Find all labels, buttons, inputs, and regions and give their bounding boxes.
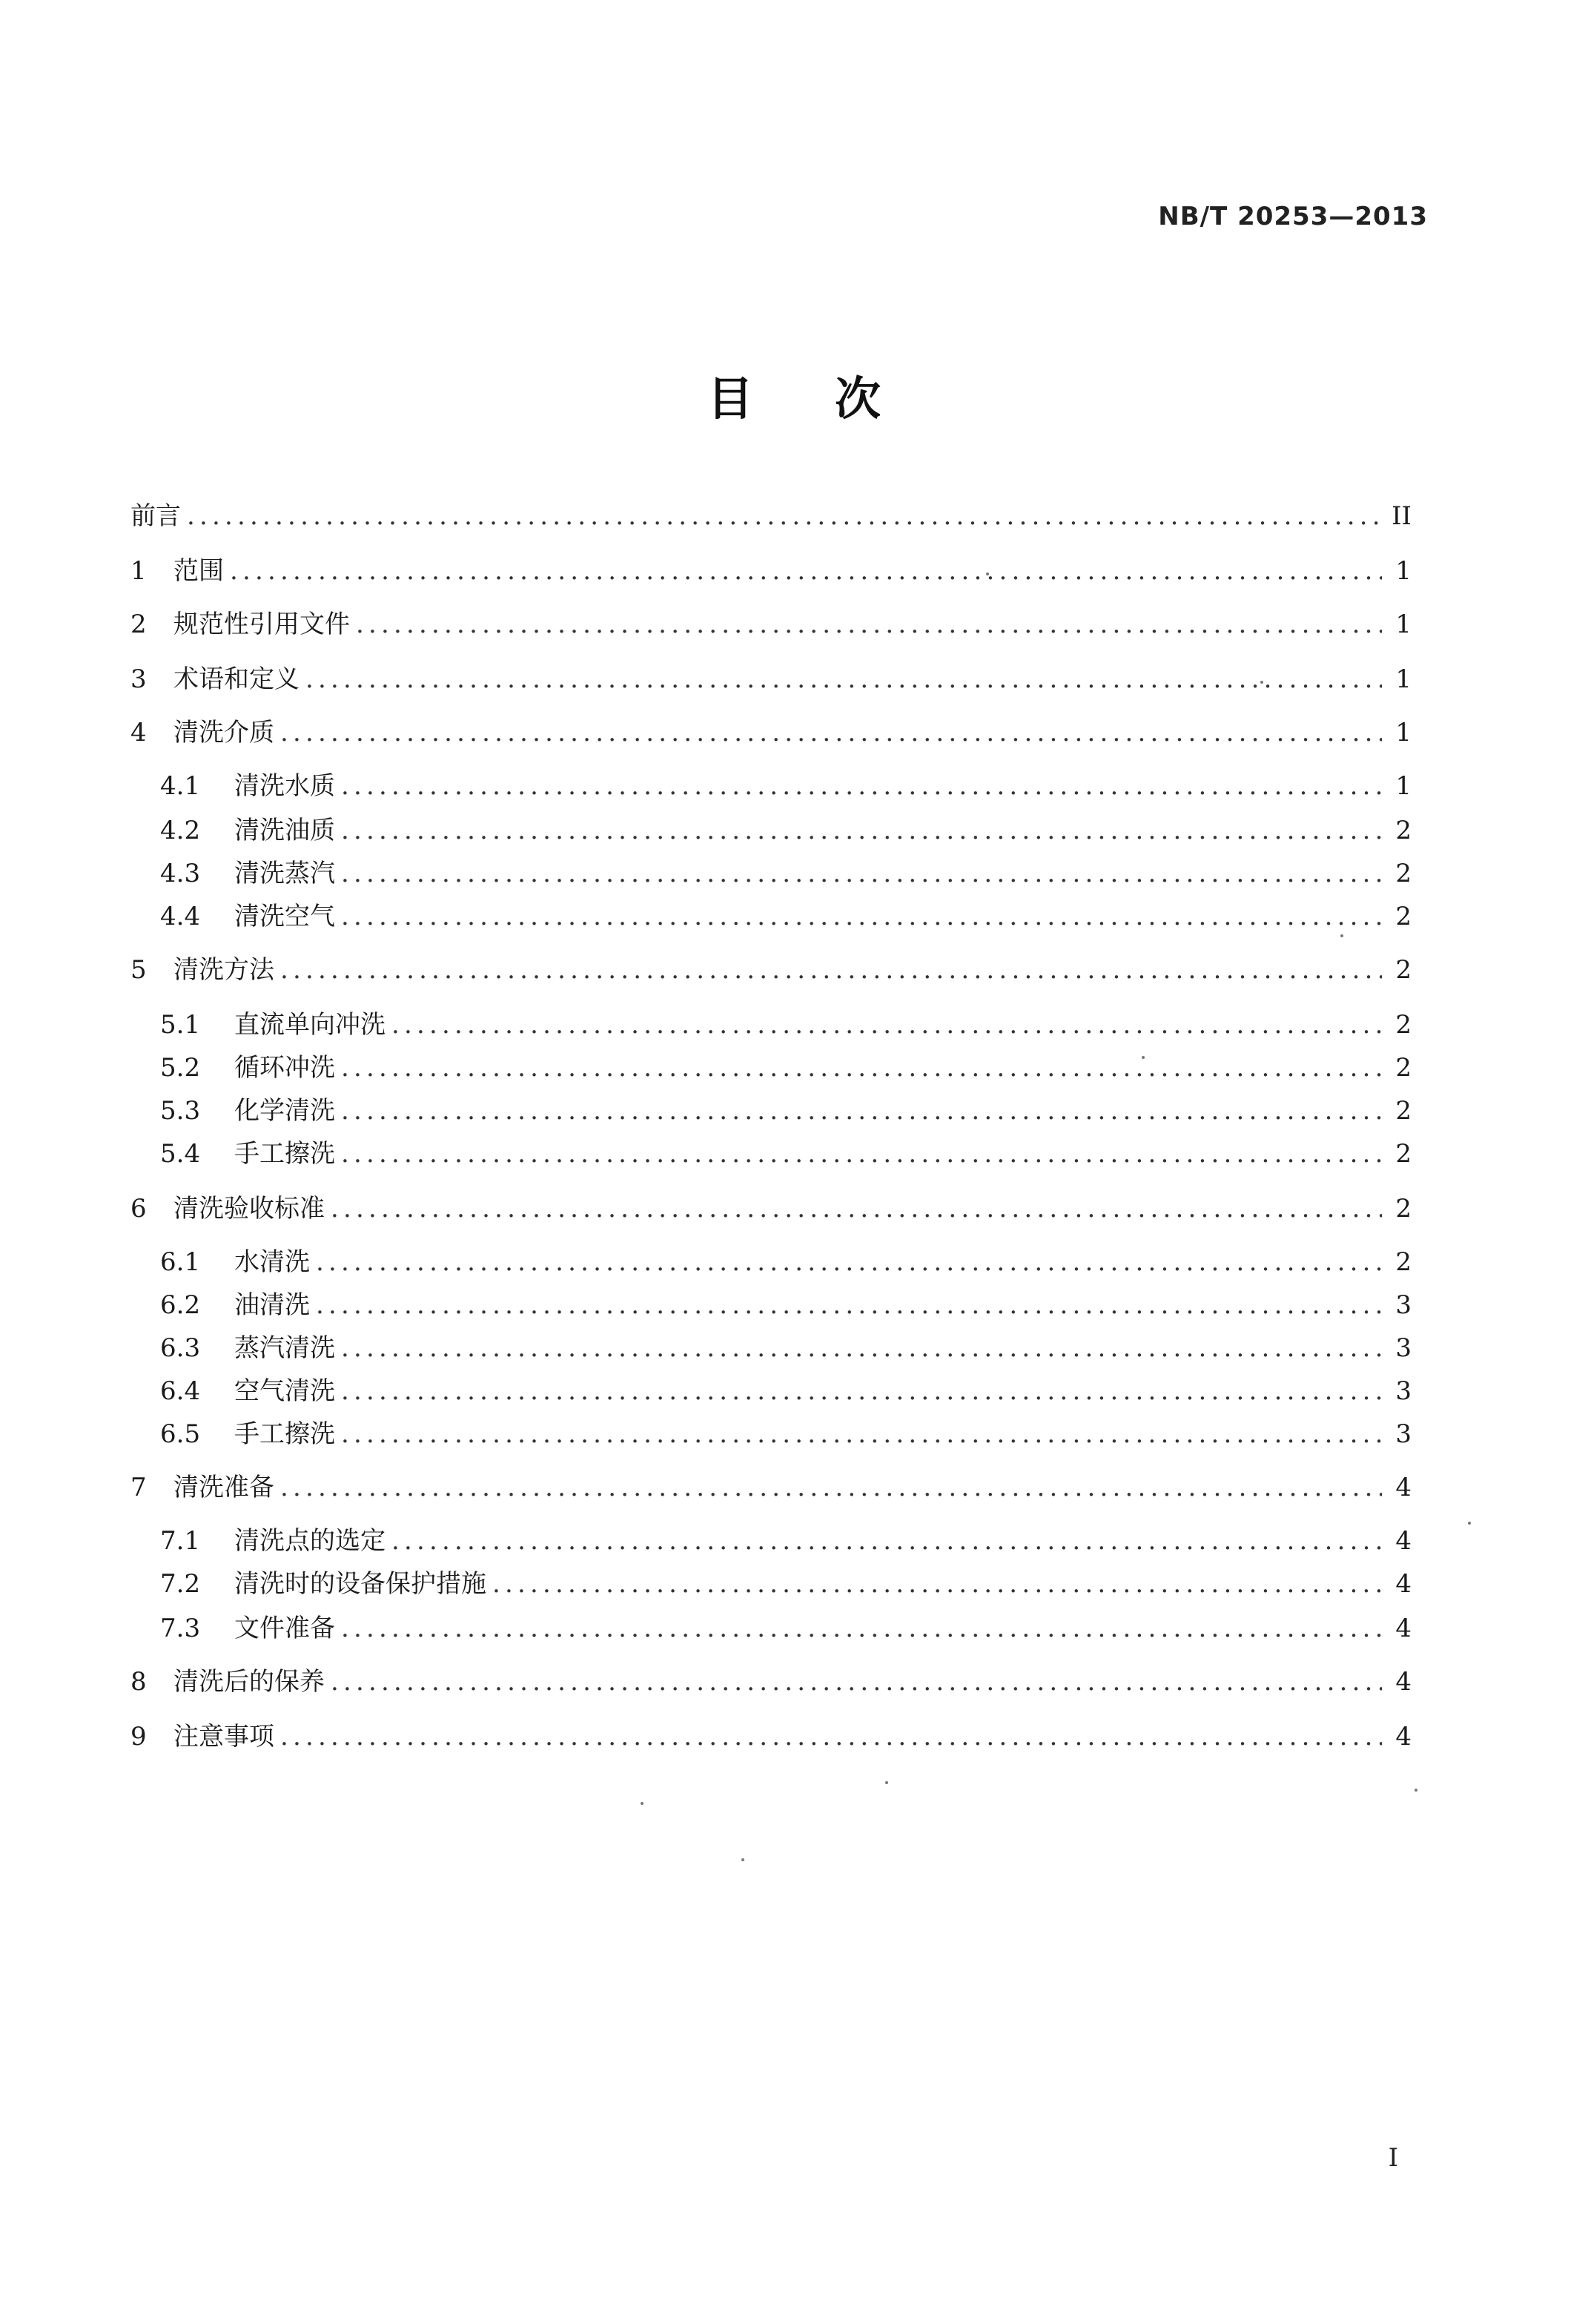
dot-leader (280, 715, 1382, 750)
toc-entry-page: 2 (1395, 902, 1412, 931)
toc-entry-page: 1 (1395, 664, 1412, 694)
scan-speck (641, 1802, 644, 1805)
dot-leader (341, 1373, 1382, 1409)
dot-leader (280, 1719, 1382, 1754)
page-title: 目次 (707, 372, 962, 426)
toc-entry-label: 清洗方法 (173, 955, 274, 985)
toc-entry-label: 注意事项 (173, 1722, 274, 1752)
toc-entry-label: 空气清洗 (234, 1376, 335, 1406)
toc-entry-number: 7.2 (160, 1569, 201, 1599)
toc-entry[interactable] (130, 661, 1412, 697)
dot-leader (341, 1136, 1382, 1172)
toc-entry-label: 清洗后的保养 (173, 1667, 325, 1697)
toc-entry[interactable] (160, 1287, 1412, 1323)
toc-entry-page: II (1392, 501, 1412, 531)
toc-entry-label: 清洗点的选定 (234, 1526, 386, 1556)
toc-entry-number: 4.2 (160, 816, 201, 845)
toc-entry[interactable] (130, 1191, 1412, 1227)
scan-speck (986, 572, 989, 575)
toc-entry[interactable] (130, 952, 1412, 988)
toc-entry-page: 1 (1395, 610, 1412, 639)
dot-leader (341, 813, 1382, 848)
toc-entry-page: 2 (1395, 859, 1412, 888)
dot-leader (341, 1611, 1382, 1646)
toc-entry-page: 1 (1395, 771, 1412, 801)
toc-entry-page: 4 (1395, 1526, 1412, 1556)
toc-entry-number: 9 (130, 1722, 147, 1752)
toc-entry-label: 清洗空气 (234, 902, 335, 931)
scan-speck (1260, 681, 1263, 684)
toc-entry-label: 水清洗 (234, 1247, 310, 1277)
toc-entry[interactable] (160, 1416, 1412, 1452)
dot-leader (391, 1523, 1382, 1559)
toc-entry-label: 油清洗 (234, 1290, 310, 1320)
toc-entry-page: 3 (1395, 1290, 1412, 1320)
standard-code: NB/T 20253—2013 (1158, 202, 1428, 231)
toc-entry-number: 7 (130, 1473, 147, 1502)
toc-entry-label: 前言 (130, 501, 181, 531)
toc-entry-label: 化学清洗 (234, 1096, 335, 1126)
toc-entry-label: 术语和定义 (173, 664, 300, 694)
toc-entry-number: 4.4 (160, 902, 201, 931)
dot-leader (492, 1566, 1382, 1602)
toc-entry-page: 1 (1395, 718, 1412, 747)
toc-entry-number: 6.4 (160, 1376, 201, 1406)
toc-entry-label: 文件准备 (234, 1614, 335, 1643)
toc-entry-label: 手工擦洗 (234, 1419, 335, 1449)
toc-entry[interactable] (160, 1136, 1412, 1172)
toc-entry[interactable] (160, 1050, 1412, 1086)
toc-entry[interactable] (130, 607, 1412, 642)
scan-speck (1468, 1522, 1471, 1525)
toc-entry-page: 3 (1395, 1333, 1412, 1363)
toc-entry[interactable] (160, 1244, 1412, 1280)
toc-entry-page: 2 (1395, 1053, 1412, 1083)
toc-entry-page: 4 (1395, 1473, 1412, 1502)
toc-entry[interactable] (130, 1719, 1412, 1754)
toc-entry-number: 5.3 (160, 1096, 201, 1126)
toc-entry-label: 清洗验收标准 (173, 1194, 325, 1224)
toc-entry-number: 8 (130, 1667, 147, 1697)
toc-entry[interactable] (160, 1566, 1412, 1602)
toc-entry[interactable] (160, 1611, 1412, 1646)
toc-entry-label: 手工擦洗 (234, 1139, 335, 1169)
toc-entry-label: 清洗油质 (234, 816, 335, 845)
toc-entry-label: 循环冲洗 (234, 1053, 335, 1083)
toc-entry-number: 4.3 (160, 859, 201, 888)
toc-entry-label: 清洗介质 (173, 718, 274, 747)
scan-speck (1340, 934, 1343, 937)
dot-leader (280, 952, 1382, 988)
toc-entry[interactable] (160, 1093, 1412, 1129)
toc-entry-number: 2 (130, 610, 147, 639)
toc-entry-page: 3 (1395, 1419, 1412, 1449)
toc-entry[interactable] (130, 553, 1412, 589)
toc-entry-number: 6 (130, 1194, 147, 1224)
toc-entry[interactable] (160, 899, 1412, 934)
dot-leader (341, 899, 1382, 934)
toc-entry[interactable] (160, 1523, 1412, 1559)
toc-entry-page: 2 (1395, 1096, 1412, 1126)
toc-entry-page: 2 (1395, 1247, 1412, 1277)
toc-entry-number: 1 (130, 556, 147, 586)
toc-entry[interactable] (160, 1007, 1412, 1043)
scan-speck (885, 1781, 888, 1784)
dot-leader (331, 1191, 1382, 1227)
dot-leader (316, 1287, 1382, 1323)
toc-entry-page: 4 (1395, 1569, 1412, 1599)
toc-entry[interactable] (160, 856, 1412, 891)
toc-entry-number: 5.2 (160, 1053, 201, 1083)
dot-leader (187, 498, 1382, 534)
toc-entry[interactable] (130, 1470, 1412, 1505)
page-number: I (1388, 2143, 1398, 2173)
dot-leader (280, 1470, 1382, 1505)
dot-leader (316, 1244, 1382, 1280)
toc-entry-number: 5.4 (160, 1139, 201, 1169)
toc-entry-label: 清洗准备 (173, 1473, 274, 1502)
toc-entry[interactable] (160, 1373, 1412, 1409)
toc-entry-page: 1 (1395, 556, 1412, 586)
toc-entry-label: 规范性引用文件 (173, 610, 350, 639)
toc-entry[interactable] (160, 768, 1412, 804)
scan-speck (1415, 1789, 1417, 1792)
toc-entry-label: 直流单向冲洗 (234, 1010, 386, 1040)
dot-leader (341, 768, 1382, 804)
toc-entry-page: 4 (1395, 1614, 1412, 1643)
dot-leader (341, 1416, 1382, 1452)
toc-entry-number: 7.3 (160, 1614, 201, 1643)
toc-entry-number: 5 (130, 955, 147, 985)
toc-entry-number: 6.1 (160, 1247, 201, 1277)
scan-speck (1142, 1056, 1145, 1059)
toc-entry-number: 3 (130, 664, 147, 694)
toc-entry-label: 清洗水质 (234, 771, 335, 801)
toc-entry[interactable] (130, 715, 1412, 750)
toc-entry-page: 2 (1395, 955, 1412, 985)
dot-leader (341, 1093, 1382, 1129)
toc-entry-label: 清洗蒸汽 (234, 859, 335, 888)
toc-entry-page: 2 (1395, 1139, 1412, 1169)
toc-entry-number: 7.1 (160, 1526, 201, 1556)
toc-entry-number: 4.1 (160, 771, 201, 801)
toc-entry-page: 2 (1395, 1010, 1412, 1040)
toc-entry[interactable] (160, 1330, 1412, 1366)
toc-entry-label: 范围 (173, 556, 224, 586)
toc-entry-page: 3 (1395, 1376, 1412, 1406)
toc-entry-number: 4 (130, 718, 147, 747)
toc-entry-page: 2 (1395, 1194, 1412, 1224)
dot-leader (331, 1664, 1382, 1700)
toc-entry-label: 蒸汽清洗 (234, 1333, 335, 1363)
dot-leader (391, 1007, 1382, 1043)
toc-entry[interactable] (130, 1664, 1412, 1700)
toc-entry-page: 4 (1395, 1667, 1412, 1697)
toc-entry-number: 6.5 (160, 1419, 201, 1449)
toc-entry[interactable] (130, 498, 1412, 534)
toc-entry-number: 6.2 (160, 1290, 201, 1320)
toc-entry-label: 清洗时的设备保护措施 (234, 1569, 486, 1599)
toc-entry-page: 4 (1395, 1722, 1412, 1752)
dot-leader (341, 1050, 1382, 1086)
toc-entry-number: 6.3 (160, 1333, 201, 1363)
scan-speck (741, 1858, 744, 1861)
dot-leader (341, 1330, 1382, 1366)
dot-leader (230, 553, 1382, 589)
dot-leader (341, 856, 1382, 891)
dot-leader (356, 607, 1382, 642)
toc-entry-page: 2 (1395, 816, 1412, 845)
dot-leader (305, 661, 1382, 697)
toc-entry-number: 5.1 (160, 1010, 201, 1040)
toc-entry[interactable] (160, 813, 1412, 848)
